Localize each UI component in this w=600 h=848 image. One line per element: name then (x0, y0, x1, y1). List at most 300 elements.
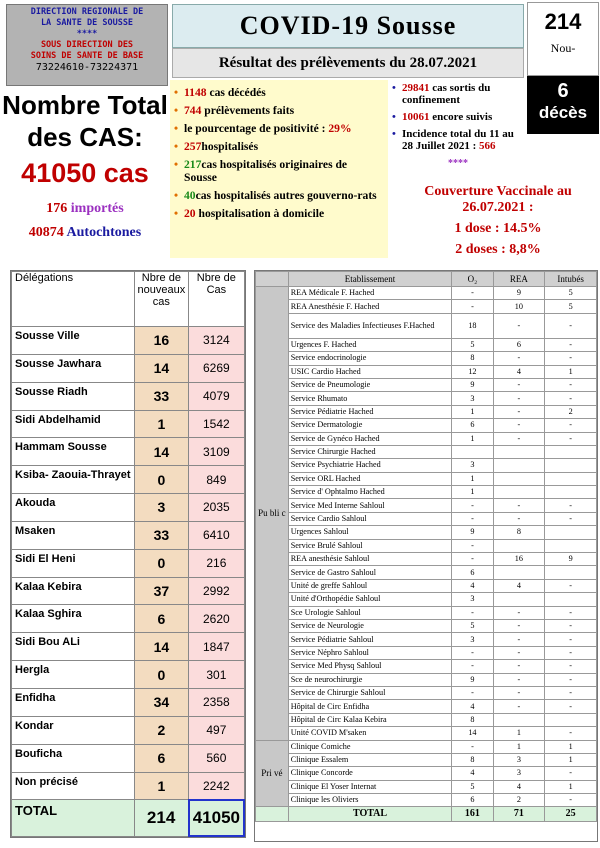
total-cases-value: 41050 cas (21, 158, 149, 188)
total-cases-cell: 1542 (189, 410, 244, 438)
establishment-name: Service Psychiatrie Hached (288, 459, 452, 472)
o2-cell: 3 (452, 633, 493, 646)
column-header: Nbre de nouveaux cas (134, 272, 189, 327)
o2-cell: 5 (452, 780, 493, 793)
rea-cell: - (493, 686, 545, 699)
total-value: 71 (493, 807, 545, 822)
stat-number: 20 (184, 207, 196, 220)
rea-cell: 4 (493, 780, 545, 793)
establishment-name: USIC Cardio Hached (288, 365, 452, 378)
delegation-name: Sousse Riadh (12, 382, 135, 410)
table-row (256, 392, 597, 405)
table-row (12, 327, 245, 355)
new-cases-cell: 6 (134, 605, 189, 633)
total-row (256, 807, 597, 822)
intubated-cell (545, 593, 597, 606)
stat-item (174, 140, 382, 153)
total-cases-cell: 2035 (189, 494, 244, 522)
new-cases-cell: 3 (134, 494, 189, 522)
column-header: Délégations (12, 272, 135, 327)
o2-cell: 5 (452, 338, 493, 351)
private-sector-label: Pri vé (256, 740, 289, 807)
table-row (256, 472, 597, 485)
table-row (256, 660, 597, 673)
o2-cell: 3 (452, 593, 493, 606)
establishment-name: Service Cardio Sahloul (288, 512, 452, 525)
intubated-cell: 1 (545, 753, 597, 766)
rea-cell: - (493, 419, 545, 432)
rea-cell: - (493, 405, 545, 418)
total-cases-label: des CAS: (27, 122, 143, 152)
o2-cell: 8 (452, 753, 493, 766)
o2-cell: - (452, 660, 493, 673)
table-row (256, 579, 597, 592)
direction-stars: **** (76, 29, 98, 39)
intubated-cell: - (545, 606, 597, 619)
table-row (12, 772, 245, 800)
table-row (12, 521, 245, 549)
stat-item (174, 104, 382, 117)
intubated-cell: - (545, 727, 597, 740)
intubated-cell: 9 (545, 553, 597, 566)
column-header: Etablissement (288, 272, 452, 287)
stats-box (170, 80, 388, 258)
stat-item (174, 189, 382, 202)
imported-label: importés (70, 201, 124, 216)
intubated-cell (545, 472, 597, 485)
total-value: 25 (545, 807, 597, 822)
new-cases-cell: 1 (134, 772, 189, 800)
rea-cell: 6 (493, 338, 545, 351)
table-row (256, 794, 597, 807)
o2-cell: 9 (452, 526, 493, 539)
table-row (256, 646, 597, 659)
new-cases-cell: 34 (134, 688, 189, 716)
o2-cell: 1 (452, 432, 493, 445)
intubated-cell (545, 459, 597, 472)
bullet-icon: • (174, 207, 179, 220)
total-blank (256, 807, 289, 822)
total-cases-cell: 2620 (189, 605, 244, 633)
rea-cell: - (493, 606, 545, 619)
new-cases-cell: 16 (134, 327, 189, 355)
local-label: Autochtones (66, 225, 142, 240)
bullet-icon: • (174, 122, 179, 135)
o2-cell: - (452, 686, 493, 699)
o2-cell: 18 (452, 313, 493, 338)
intubated-cell: 1 (545, 365, 597, 378)
table-row (256, 553, 597, 566)
direction-phone: 73224610-73224371 (35, 62, 139, 73)
separator-stars: **** (448, 158, 468, 169)
stat-number: 10061 (402, 111, 430, 123)
establishment-name: Service des Maladies Infectieuses F.Hached (288, 313, 452, 338)
table-row (256, 566, 597, 579)
direction-line: DIRECTION REGIONALE DE (30, 7, 144, 17)
total-cases-cell: 560 (189, 744, 244, 772)
intubated-cell: - (545, 660, 597, 673)
establishment-name: Service de Neurologie (288, 619, 452, 632)
bulletin-label: Nou- (550, 41, 576, 55)
establishment-name: Service de Gastro Sahloul (288, 566, 452, 579)
establishment-name: Hôpital de Circ Enfidha (288, 700, 452, 713)
establishment-name: Service ORL Hached (288, 472, 452, 485)
column-header: REA (493, 272, 545, 287)
table-row (256, 499, 597, 512)
rea-cell: 3 (493, 753, 545, 766)
intubated-cell (545, 486, 597, 499)
intubated-cell (545, 445, 597, 458)
rea-cell (493, 472, 545, 485)
total-row (12, 800, 245, 836)
stat-item (174, 158, 382, 184)
table-row (256, 780, 597, 793)
rea-cell: 8 (493, 526, 545, 539)
rea-cell: - (493, 352, 545, 365)
stat-item (174, 122, 382, 135)
intubated-cell (545, 566, 597, 579)
stat-number: 257 (184, 140, 202, 153)
table-row (256, 593, 597, 606)
column-header: O₂ (452, 272, 493, 287)
intubated-cell: - (545, 378, 597, 391)
table-row (256, 287, 597, 300)
total-new-cases: 214 (134, 800, 189, 836)
new-cases-cell: 37 (134, 577, 189, 605)
table-row (12, 466, 245, 494)
stat-text: cas hospitalisés originaires de Sousse (184, 158, 348, 184)
direction-line: SOUS DIRECTION DES (40, 40, 134, 50)
o2-cell: 9 (452, 673, 493, 686)
table-row (256, 700, 597, 713)
intubated-cell (545, 526, 597, 539)
o2-cell: 6 (452, 566, 493, 579)
local-number: 40874 (28, 225, 64, 240)
column-header: Intubés (545, 272, 597, 287)
total-cases-cell: 497 (189, 716, 244, 744)
page-subtitle: Résultat des prélèvements du 28.07.2021 (172, 48, 524, 78)
o2-cell: 8 (452, 352, 493, 365)
table-row (12, 605, 245, 633)
delegation-name: Ksiba- Zaouia-Thrayet (12, 466, 135, 494)
intubated-cell: - (545, 579, 597, 592)
table-row (256, 313, 597, 338)
establishment-name: Hôpital de Circ Kalaa Kebira (288, 713, 452, 726)
bullet-icon: • (392, 128, 396, 140)
table-row (256, 633, 597, 646)
rea-cell: - (493, 660, 545, 673)
new-cases-cell: 6 (134, 744, 189, 772)
o2-cell: - (452, 553, 493, 566)
o2-cell: 4 (452, 700, 493, 713)
establishment-name: Service endocrinologie (288, 352, 452, 365)
table-row (12, 744, 245, 772)
establishment-name: Service d' Ophtalmo Hached (288, 486, 452, 499)
table-row (256, 486, 597, 499)
table-row (12, 354, 245, 382)
o2-cell: 4 (452, 579, 493, 592)
establishment-name: REA Médicale F. Hached (288, 287, 452, 300)
vaccination-box (400, 184, 596, 258)
stat-text: encore suivis (429, 111, 493, 123)
establishment-name: Service Néphro Sahloul (288, 646, 452, 659)
stat-item (392, 128, 524, 152)
rea-cell (493, 486, 545, 499)
bullet-icon: • (392, 111, 396, 123)
o2-cell: - (452, 300, 493, 313)
stat-number: 566 (479, 140, 496, 152)
o2-cell: 12 (452, 365, 493, 378)
table-row (12, 382, 245, 410)
o2-cell: - (452, 646, 493, 659)
new-cases-cell: 33 (134, 382, 189, 410)
establishment-name: Service Med Interne Sahloul (288, 499, 452, 512)
stat-text: hospitalisation à domicile (195, 207, 325, 220)
total-cases-cell: 4079 (189, 382, 244, 410)
intubated-cell: 1 (545, 740, 597, 753)
stat-text: Incidence total du 11 au 28 Juillet 2021 : (402, 128, 514, 152)
local-cases (2, 225, 168, 241)
o2-cell: 5 (452, 619, 493, 632)
stat-text: cas décédés (206, 86, 266, 99)
establishment-name: Unité COVID M'saken (288, 727, 452, 740)
intubated-cell: - (545, 767, 597, 780)
table-row (256, 365, 597, 378)
o2-cell: - (452, 539, 493, 552)
stat-item (392, 82, 524, 106)
new-cases-cell: 0 (134, 661, 189, 689)
table-row (12, 438, 245, 466)
new-cases-cell: 14 (134, 633, 189, 661)
intubated-cell: - (545, 700, 597, 713)
total-cases-cell: 3109 (189, 438, 244, 466)
rea-cell: 1 (493, 740, 545, 753)
establishment-name: Urgences F. Hached (288, 338, 452, 351)
rea-cell (493, 539, 545, 552)
establishment-name: Clinique El Yoser Internat (288, 780, 452, 793)
table-row (256, 686, 597, 699)
rea-cell: 4 (493, 579, 545, 592)
delegation-name: Hergla (12, 661, 135, 689)
table-row (12, 633, 245, 661)
table-row (12, 494, 245, 522)
stat-item (392, 111, 524, 123)
establishment-name: Service Pédiatrie Hached (288, 405, 452, 418)
bullet-icon: • (174, 189, 179, 202)
vaccination-title: Couverture Vaccinale au 26.07.2021 : (424, 184, 572, 215)
total-cases-cell: 6410 (189, 521, 244, 549)
table-row (256, 753, 597, 766)
stat-number: 1148 (184, 86, 207, 99)
o2-cell: - (452, 606, 493, 619)
delegations-table (10, 270, 246, 838)
table-row (256, 419, 597, 432)
table-row (256, 445, 597, 458)
rea-cell: 10 (493, 300, 545, 313)
stat-number: 29841 (402, 82, 430, 94)
table-row (12, 410, 245, 438)
table-row (256, 405, 597, 418)
o2-cell: - (452, 512, 493, 525)
establishments-table (254, 270, 598, 842)
table-row (256, 526, 597, 539)
establishment-name: REA anesthésie Sahloul (288, 553, 452, 566)
establishment-name: Sce de neurochirurgie (288, 673, 452, 686)
delegation-name: Bouficha (12, 744, 135, 772)
delegation-name: Akouda (12, 494, 135, 522)
delegation-name: Msaken (12, 521, 135, 549)
o2-cell: - (452, 499, 493, 512)
stat-text: cas sortis du confinement (402, 82, 491, 106)
o2-cell: 1 (452, 486, 493, 499)
rea-cell: 9 (493, 287, 545, 300)
rea-cell: - (493, 392, 545, 405)
intubated-cell (545, 713, 597, 726)
new-cases-cell: 2 (134, 716, 189, 744)
establishment-name: REA Anesthésie F. Hached (288, 300, 452, 313)
intubated-cell: - (545, 686, 597, 699)
table-row (12, 661, 245, 689)
deaths-label: décès (538, 103, 588, 122)
bullet-icon: • (174, 104, 179, 117)
establishment-name: Service Dermatologie (288, 419, 452, 432)
delegation-name: Enfidha (12, 688, 135, 716)
direction-line: LA SANTE DE SOUSSE (40, 18, 134, 28)
total-cases-cell: 6269 (189, 354, 244, 382)
table-row (12, 577, 245, 605)
establishment-name: Clinique Essalem (288, 753, 452, 766)
establishment-name: Clinique Comiche (288, 740, 452, 753)
intubated-cell: - (545, 619, 597, 632)
rea-cell (493, 459, 545, 472)
table-row (256, 539, 597, 552)
total-cases-label: Nombre Total (2, 90, 168, 120)
new-cases-cell: 33 (134, 521, 189, 549)
table-row (256, 352, 597, 365)
establishment-name: Urgences Sahloul (288, 526, 452, 539)
rea-cell (493, 713, 545, 726)
rea-cell: - (493, 378, 545, 391)
table-row (256, 767, 597, 780)
intubated-cell: - (545, 338, 597, 351)
new-cases-cell: 0 (134, 549, 189, 577)
stat-text: le pourcentage de positivité : (184, 122, 329, 135)
total-cases: 41050 (189, 800, 244, 836)
delegation-name: Kalaa Kebira (12, 577, 135, 605)
column-header-blank (256, 272, 289, 287)
rea-cell: 1 (493, 727, 545, 740)
total-cases-cell: 1847 (189, 633, 244, 661)
delegation-name: Sidi Bou ALi (12, 633, 135, 661)
delegation-name: Sidi El Heni (12, 549, 135, 577)
o2-cell: 3 (452, 459, 493, 472)
total-cases-cell: 3124 (189, 327, 244, 355)
o2-cell (452, 445, 493, 458)
public-sector-label: Pu bli c (256, 287, 289, 741)
intubated-cell: - (545, 633, 597, 646)
stat-item (174, 207, 382, 220)
o2-cell: 1 (452, 472, 493, 485)
total-label: TOTAL (12, 800, 135, 836)
rea-cell: - (493, 700, 545, 713)
table-row (12, 716, 245, 744)
o2-cell: 14 (452, 727, 493, 740)
bullet-icon: • (174, 86, 179, 99)
establishment-name: Service de Pneumologie (288, 378, 452, 391)
deaths-box (527, 76, 599, 134)
stat-text: prélèvements faits (201, 104, 295, 117)
direction-box (6, 4, 168, 86)
intubated-cell: - (545, 499, 597, 512)
rea-cell: 16 (493, 553, 545, 566)
rea-cell (493, 445, 545, 458)
total-label: TOTAL (288, 807, 452, 822)
establishment-name: Unité d'Orthopédie Sahloul (288, 593, 452, 606)
new-cases-cell: 14 (134, 438, 189, 466)
new-cases-cell: 14 (134, 354, 189, 382)
total-cases-cell: 216 (189, 549, 244, 577)
o2-cell: 9 (452, 378, 493, 391)
intubated-cell: - (545, 352, 597, 365)
delegation-name: Sousse Jawhara (12, 354, 135, 382)
table-header-row (12, 272, 245, 327)
o2-cell: 6 (452, 794, 493, 807)
table-row (256, 673, 597, 686)
establishment-name: Service de Chirurgie Sahloul (288, 686, 452, 699)
establishment-name: Unité de greffe Sahloul (288, 579, 452, 592)
delegation-name: Sousse Ville (12, 327, 135, 355)
total-cases-cell: 301 (189, 661, 244, 689)
o2-cell: - (452, 287, 493, 300)
o2-cell: 8 (452, 713, 493, 726)
table-row (12, 549, 245, 577)
total-cases-cell: 2358 (189, 688, 244, 716)
page-title: COVID-19 Sousse (172, 4, 524, 48)
o2-cell: 4 (452, 767, 493, 780)
intubated-cell: - (545, 392, 597, 405)
total-cases-box (2, 88, 168, 258)
total-value: 161 (452, 807, 493, 822)
establishment-name: Service de Gynéco Hached (288, 432, 452, 445)
rea-cell: - (493, 646, 545, 659)
new-cases-cell: 1 (134, 410, 189, 438)
establishment-name: Clinique les Oliviers (288, 794, 452, 807)
intubated-cell: - (545, 673, 597, 686)
stat-number: 29% (328, 122, 352, 135)
rea-cell: - (493, 633, 545, 646)
intubated-cell: - (545, 646, 597, 659)
table-row (12, 688, 245, 716)
direction-line: SOINS DE SANTE DE BASE (30, 51, 144, 61)
intubated-cell: 1 (545, 780, 597, 793)
total-cases-cell: 2242 (189, 772, 244, 800)
delegation-name: Kondar (12, 716, 135, 744)
intubated-cell: 2 (545, 405, 597, 418)
delegation-name: Sidi Abdelhamid (12, 410, 135, 438)
intubated-cell: - (545, 512, 597, 525)
stat-number: 40 (184, 189, 196, 202)
total-cases-cell: 2992 (189, 577, 244, 605)
table-row (256, 300, 597, 313)
table-row (256, 512, 597, 525)
table-row (256, 459, 597, 472)
imported-number: 176 (46, 201, 68, 216)
table-row (256, 338, 597, 351)
table-row (256, 606, 597, 619)
intubated-cell: 5 (545, 287, 597, 300)
intubated-cell: 5 (545, 300, 597, 313)
rea-cell: 3 (493, 767, 545, 780)
